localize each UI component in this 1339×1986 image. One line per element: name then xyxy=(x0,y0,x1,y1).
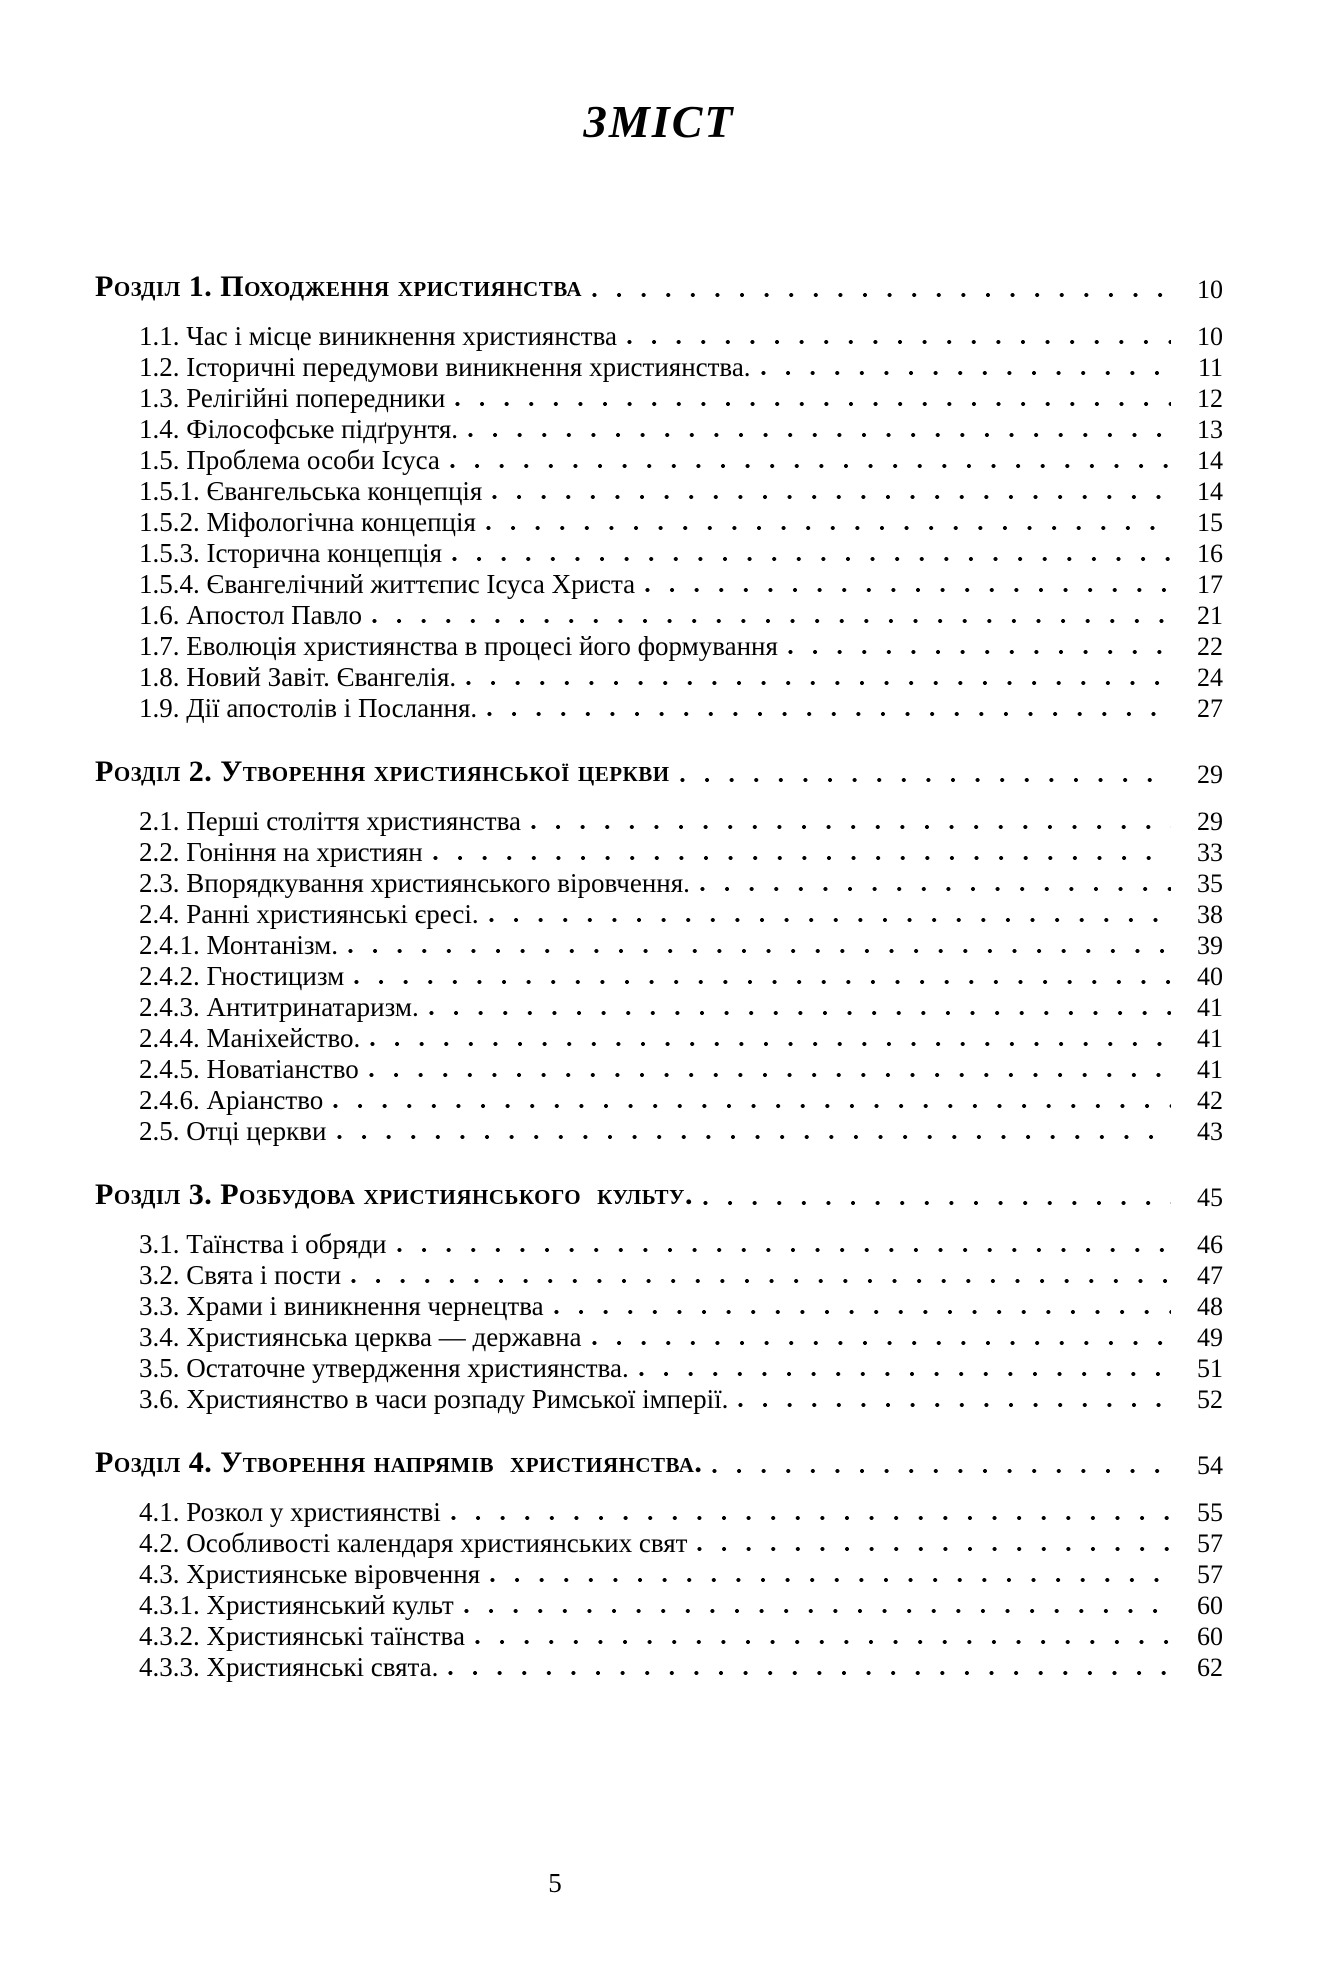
toc-section xyxy=(95,1444,1223,1683)
toc-entry-label: 1.7. Еволюція християнства в процесі його формування xyxy=(139,631,778,661)
table-of-contents xyxy=(95,268,1223,1683)
page-number: 38 xyxy=(1197,900,1223,929)
page-number: 55 xyxy=(1197,1498,1223,1527)
section-heading xyxy=(95,753,1223,790)
toc-entry-label: 1.1. Час і місце виникнення християнства xyxy=(139,321,617,351)
toc-section xyxy=(95,268,1223,724)
toc-entry-label: 1.6. Апостол Павло xyxy=(139,600,363,630)
toc-entry xyxy=(95,662,1223,693)
footer-page-number: 5 xyxy=(548,1868,562,1898)
toc-entry-label: 1.3. Релігійні попередники xyxy=(139,383,446,413)
page-number: 24 xyxy=(1197,663,1223,692)
dot-leader xyxy=(450,445,1171,476)
dot-leader xyxy=(738,1384,1171,1415)
page-number: 45 xyxy=(1197,1183,1223,1212)
toc-entry-label: 1.4. Філософське підґрунтя. xyxy=(139,414,459,444)
toc-entry xyxy=(95,806,1223,837)
toc-entry xyxy=(95,1291,1223,1322)
toc-entry xyxy=(95,383,1223,414)
page-number: 54 xyxy=(1197,1451,1223,1480)
toc-entry xyxy=(95,930,1223,961)
dot-leader xyxy=(372,600,1171,631)
page-number: 42 xyxy=(1197,1086,1223,1115)
toc-entry-label: 2.4.6. Аріанство xyxy=(139,1085,324,1115)
dot-leader xyxy=(468,414,1171,445)
toc-entry-label: 3.3. Храми і виникнення чернецтва xyxy=(139,1291,544,1321)
page-number: 60 xyxy=(1197,1591,1223,1620)
page-number: 57 xyxy=(1197,1560,1223,1589)
dot-leader xyxy=(464,1590,1171,1621)
dot-leader xyxy=(370,1023,1171,1054)
dot-leader xyxy=(429,992,1171,1023)
toc-page xyxy=(0,96,1339,1683)
toc-entry-label: 1.5.1. Євангельська концепція xyxy=(139,476,483,506)
dot-leader xyxy=(645,569,1171,600)
toc-entry-label: 2.4.2. Гностицизм xyxy=(139,961,345,991)
toc-entry xyxy=(95,1322,1223,1353)
toc-entry xyxy=(95,1621,1223,1652)
toc-entry-label: 2.3. Впорядкування християнського віровчення. xyxy=(139,868,690,898)
page-number: 39 xyxy=(1197,931,1223,960)
toc-entry xyxy=(95,1054,1223,1085)
page-number: 10 xyxy=(1197,275,1223,304)
toc-entry xyxy=(95,992,1223,1023)
toc-entry-label: 4.2. Особливості календаря християнських свят xyxy=(139,1528,688,1558)
page-number: 21 xyxy=(1197,601,1223,630)
page-number: 40 xyxy=(1197,962,1223,991)
page-number: 29 xyxy=(1197,760,1223,789)
toc-entry-label: 3.6. Християнство в часи розпаду Римської імперії. xyxy=(139,1384,729,1414)
toc-entry xyxy=(95,352,1223,383)
toc-entry xyxy=(95,1085,1223,1116)
toc-section xyxy=(95,753,1223,1147)
dot-leader xyxy=(452,538,1171,569)
dot-leader xyxy=(592,1322,1171,1353)
toc-entry xyxy=(95,1652,1223,1683)
toc-entry-label: 2.4.1. Монтанізм. xyxy=(139,930,338,960)
toc-entry xyxy=(95,569,1223,600)
toc-entry xyxy=(95,476,1223,507)
toc-entry xyxy=(95,631,1223,662)
toc-entry xyxy=(95,1229,1223,1260)
toc-entry-label: 1.5.2. Міфологічна концепція xyxy=(139,507,476,537)
toc-entry xyxy=(95,961,1223,992)
dot-leader xyxy=(492,476,1171,507)
page-number: 13 xyxy=(1197,415,1223,444)
dot-leader xyxy=(554,1291,1171,1322)
page-number: 41 xyxy=(1197,1055,1223,1084)
page-number: 47 xyxy=(1197,1261,1223,1290)
dot-leader xyxy=(487,693,1171,724)
toc-entry-label: 1.5.3. Історична концепція xyxy=(139,538,443,568)
page-number: 12 xyxy=(1197,384,1223,413)
dot-leader xyxy=(788,631,1171,662)
toc-entry xyxy=(95,414,1223,445)
dot-leader xyxy=(455,383,1171,414)
toc-entry-label: 2.4.5. Новатіанство xyxy=(139,1054,359,1084)
toc-entry xyxy=(95,1116,1223,1147)
dot-leader xyxy=(592,274,1171,305)
toc-entry xyxy=(95,1260,1223,1291)
toc-entry xyxy=(95,899,1223,930)
toc-entry xyxy=(95,1590,1223,1621)
page-number: 51 xyxy=(1197,1354,1223,1383)
dot-leader xyxy=(639,1353,1171,1384)
page-number: 62 xyxy=(1197,1653,1223,1682)
dot-leader xyxy=(451,1497,1171,1528)
dot-leader xyxy=(348,930,1171,961)
section-heading xyxy=(95,1176,1223,1213)
toc-entry xyxy=(95,1497,1223,1528)
section-heading-label: Розділ 3. Розбудова християнського культу. xyxy=(95,1178,693,1211)
dot-leader xyxy=(475,1621,1171,1652)
toc-entry-label: 2.4.4. Маніхейство. xyxy=(139,1023,361,1053)
section-heading-label: Розділ 1. Походження християнства xyxy=(95,270,583,303)
toc-entry xyxy=(95,1559,1223,1590)
dot-leader xyxy=(680,759,1171,790)
dot-leader xyxy=(337,1116,1172,1147)
page-number: 15 xyxy=(1197,508,1223,537)
dot-leader xyxy=(700,868,1171,899)
page-number: 16 xyxy=(1197,539,1223,568)
toc-entry-label: 3.4. Християнська церква — державна xyxy=(139,1322,582,1352)
toc-entry-label: 2.1. Перші століття християнства xyxy=(139,806,521,836)
page-number: 14 xyxy=(1197,446,1223,475)
page-title: ЗМІСТ xyxy=(583,96,735,147)
page-number: 49 xyxy=(1197,1323,1223,1352)
toc-entry-label: 1.8. Новий Завіт. Євангелія. xyxy=(139,662,457,692)
toc-entry xyxy=(95,1353,1223,1384)
dot-leader xyxy=(703,1182,1171,1213)
toc-entry-label: 4.3.1. Християнський культ xyxy=(139,1590,454,1620)
toc-entry xyxy=(95,445,1223,476)
dot-leader xyxy=(333,1085,1171,1116)
toc-entry-label: 4.3. Християнське віровчення xyxy=(139,1559,481,1589)
section-heading xyxy=(95,1444,1223,1481)
page-number: 10 xyxy=(1197,322,1223,351)
toc-section xyxy=(95,1176,1223,1415)
dot-leader xyxy=(697,1528,1171,1559)
page-number: 29 xyxy=(1197,807,1223,836)
section-heading-label: Розділ 4. Утворення напрямів християнства. xyxy=(95,1446,703,1479)
toc-entry xyxy=(95,693,1223,724)
toc-entry xyxy=(95,1023,1223,1054)
toc-entry-label: 3.5. Остаточне утвердження християнства. xyxy=(139,1353,629,1383)
page-number: 33 xyxy=(1197,838,1223,867)
toc-entry-label: 3.2. Свята і пости xyxy=(139,1260,342,1290)
dot-leader xyxy=(531,806,1171,837)
toc-entry xyxy=(95,868,1223,899)
toc-entry-label: 2.2. Гоніння на християн xyxy=(139,837,423,867)
dot-leader xyxy=(486,507,1171,538)
page-number: 17 xyxy=(1197,570,1223,599)
page-number: 35 xyxy=(1197,869,1223,898)
page-number: 46 xyxy=(1197,1230,1223,1259)
dot-leader xyxy=(466,662,1171,693)
dot-leader xyxy=(761,352,1171,383)
page-number: 43 xyxy=(1197,1117,1223,1146)
toc-entry-label: 3.1. Таїнства і обряди xyxy=(139,1229,387,1259)
dot-leader xyxy=(354,961,1171,992)
toc-entry-label: 4.1. Розкол у християнстві xyxy=(139,1497,441,1527)
dot-leader xyxy=(351,1260,1171,1291)
toc-entry xyxy=(95,1384,1223,1415)
page-number: 52 xyxy=(1197,1385,1223,1414)
toc-entry-label: 1.5.4. Євангелічний життєпис Ісуса Христа xyxy=(139,569,636,599)
dot-leader xyxy=(627,321,1171,352)
page-number: 11 xyxy=(1197,353,1223,382)
toc-entry xyxy=(95,1528,1223,1559)
dot-leader xyxy=(489,899,1171,930)
toc-entry-label: 2.5. Отці церкви xyxy=(139,1116,327,1146)
toc-entry xyxy=(95,600,1223,631)
toc-entry xyxy=(95,538,1223,569)
toc-entry-label: 1.5. Проблема особи Ісуса xyxy=(139,445,440,475)
section-heading-label: Розділ 2. Утворення християнської церкви xyxy=(95,755,670,788)
toc-entry-label: 4.3.2. Християнські таїнства xyxy=(139,1621,465,1651)
page-number: 14 xyxy=(1197,477,1223,506)
toc-entry-label: 1.2. Історичні передумови виникнення християнства. xyxy=(139,352,751,382)
page-number: 60 xyxy=(1197,1622,1223,1651)
dot-leader xyxy=(433,837,1171,868)
toc-entry xyxy=(95,321,1223,352)
page-number: 41 xyxy=(1197,993,1223,1022)
dot-leader xyxy=(490,1559,1171,1590)
page-number: 57 xyxy=(1197,1529,1223,1558)
toc-entry xyxy=(95,837,1223,868)
toc-entry-label: 4.3.3. Християнські свята. xyxy=(139,1652,439,1682)
dot-leader xyxy=(448,1652,1171,1683)
page-number: 48 xyxy=(1197,1292,1223,1321)
toc-entry-label: 1.9. Дії апостолів і Послання. xyxy=(139,693,478,723)
toc-entry xyxy=(95,507,1223,538)
dot-leader xyxy=(712,1450,1171,1481)
toc-entry-label: 2.4. Ранні християнські єресі. xyxy=(139,899,479,929)
page-number: 22 xyxy=(1197,632,1223,661)
toc-entry-label: 2.4.3. Антитринатаризм. xyxy=(139,992,419,1022)
dot-leader xyxy=(397,1229,1171,1260)
page-number: 41 xyxy=(1197,1024,1223,1053)
dot-leader xyxy=(369,1054,1171,1085)
section-heading xyxy=(95,268,1223,305)
page-number: 27 xyxy=(1197,694,1223,723)
